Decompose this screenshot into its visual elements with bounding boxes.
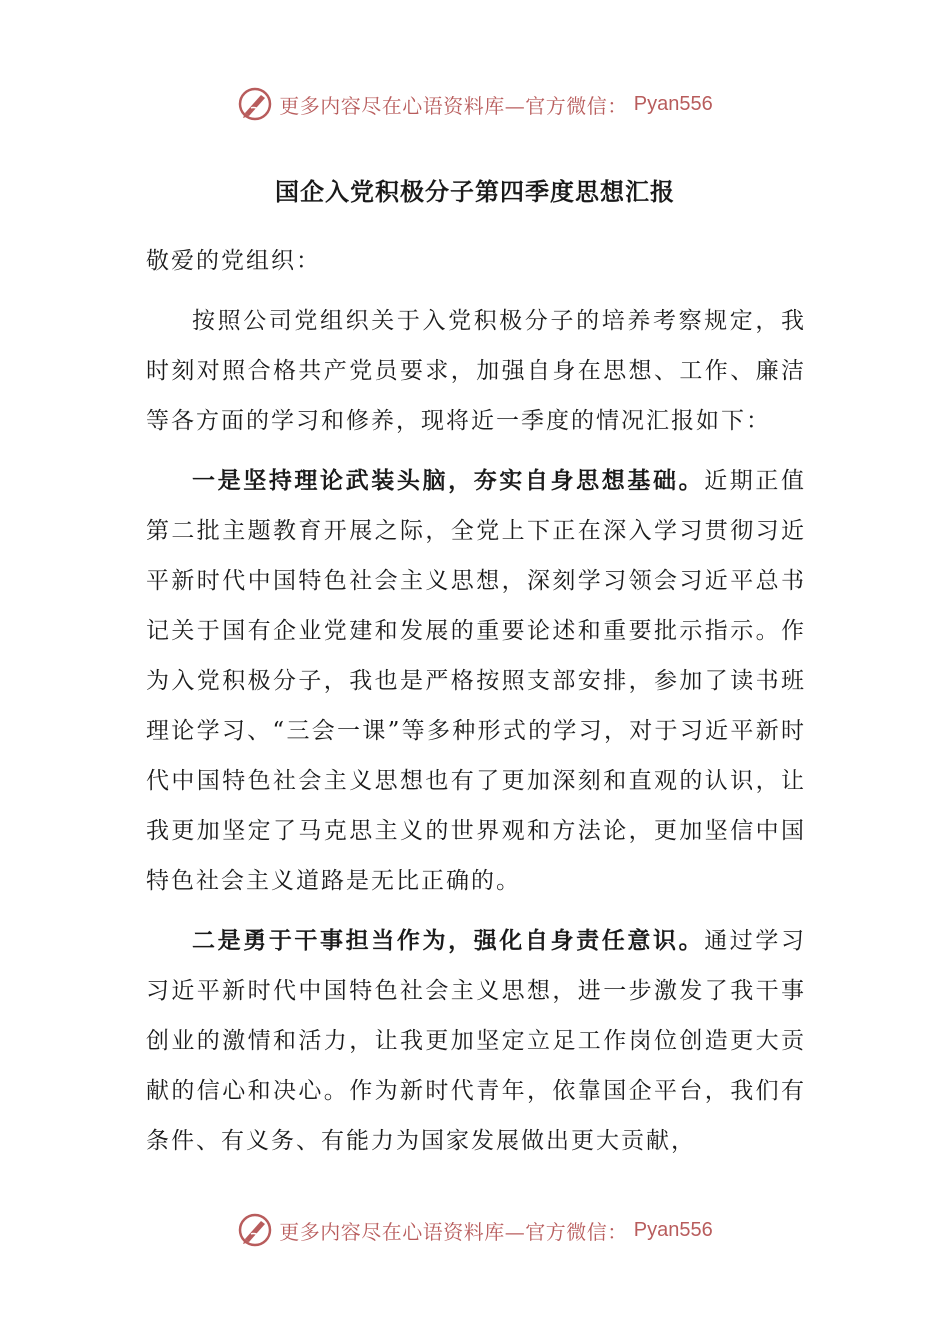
header-watermark-banner	[0, 82, 950, 126]
section-2-heading: 二是勇于干事担当作为，强化自身责任意识。	[192, 927, 705, 954]
watermark-text: 更多内容尽在心语资料库—官方微信：	[279, 1219, 628, 1244]
pen-logo-icon	[237, 86, 273, 122]
document-body	[146, 236, 806, 1176]
section-1-paragraph	[146, 456, 806, 906]
pen-logo-icon	[237, 1212, 273, 1248]
section-1-body: 近期正值第二批主题教育开展之际，全党上下正在深入学习贯彻习近平新时代中国特色社会主义思想，深刻学习领会习近平总书记关于国有企业党建和发展的重要论述和重要批示指示。作为入党积极分子，我也是严格按照支部安排，参加了读书班理论学习、“三会一课”等多种形式的学习，对于习近平新时代中国特色社会主义思想也有了更加深刻和直观的认识，让我更加坚定了马克思主义的世界观和方法论，更加坚信中国特色社会主义道路是无比正确的。	[146, 468, 807, 894]
watermark-text: 更多内容尽在心语资料库—官方微信：	[279, 93, 628, 118]
section-2-paragraph	[146, 916, 806, 1166]
section-1-heading: 一是坚持理论武装头脑，夯实自身思想基础。	[192, 467, 705, 494]
watermark-wechat-handle: Pyan556	[633, 92, 713, 115]
section-2-body: 通过学习习近平新时代中国特色社会主义思想，进一步激发了我干事创业的激情和活力，让我更加坚定立足工作岗位创造更大贡献的信心和决心。作为新时代青年，依靠国企平台，我们有条件、有义务、有能力为国家发展做出更大贡献，	[146, 928, 807, 1154]
watermark-wechat-handle: Pyan556	[633, 1218, 713, 1241]
intro-paragraph: 按照公司党组织关于入党积极分子的培养考察规定，我时刻对照合格共产党员要求，加强自身在思想、工作、廉洁等各方面的学习和修养，现将近一季度的情况汇报如下：	[146, 308, 806, 434]
footer-watermark-banner	[0, 1208, 950, 1252]
salutation: 敬爱的党组织：	[146, 248, 321, 274]
document-title: 国企入党积极分子第四季度思想汇报	[275, 177, 675, 206]
